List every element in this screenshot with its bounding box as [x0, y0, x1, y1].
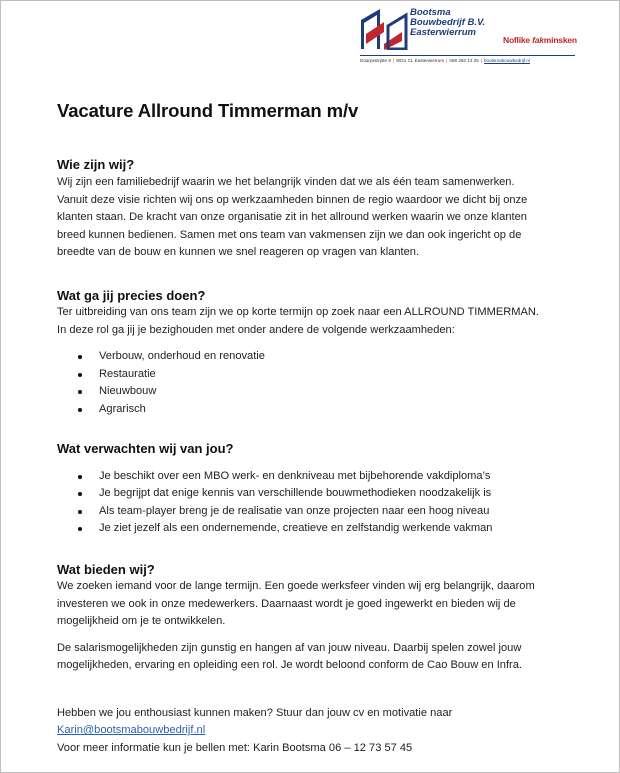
list-item: Nieuwbouw [57, 383, 577, 401]
company-name-line3: Easterwierrum [410, 27, 477, 38]
list-item: Verbouw, onderhoud en renovatie [57, 348, 577, 366]
section-heading-expect: Wat verwachten wij van jou? [57, 440, 234, 456]
letterhead [360, 6, 610, 68]
contact-line: Hebben we jou enthousiast kunnen maken? Stuur dan jouw cv en motivatie naar [57, 706, 453, 719]
paragraph-line: investeren we ook in onze medewerkers. Daarnaast wordt je goed ingewerkt en bieden wij de [57, 597, 516, 610]
paragraph-line: mogelijkheden, ervaring en opleiding een rol. Je wordt beloond conform de Cao Bouw en Infra. [57, 659, 522, 672]
separator: | [480, 58, 482, 63]
contact-email-line [57, 722, 577, 740]
address-street: Doarpsstrjitte 8 [360, 58, 391, 63]
paragraph-line: Vanuit deze visie richten wij ons op werkzaamheden binnen de regio waardoor we dicht bij onze [57, 193, 528, 206]
section-heading-what: Wat ga jij precies doen? [57, 287, 206, 303]
company-name-line2: Bouwbedrijf B.V. [410, 17, 486, 28]
company-name-line1: Bootsma [410, 7, 451, 18]
address-line [360, 58, 530, 63]
list-item: Je ziet jezelf als een ondernemende, creatieve en zelfstandig werkende vakman [57, 520, 577, 538]
paragraph-line: breed kunnen bedienen. Samen met ons team van vakmensen zijn we dan ook ingericht op de [57, 228, 522, 241]
company-logo-icon [360, 6, 408, 50]
slogan-prefix: Noflike [503, 35, 533, 45]
contact-phone-line: Voor meer informatie kun je bellen met: Karin Bootsma 06 – 12 73 57 45 [57, 742, 413, 755]
paragraph-line: De salarismogelijkheden zijn gunstig en hangen af van jouw niveau. Daarbij spelen zowel jouw [57, 641, 522, 654]
list-item: Restauratie [57, 366, 577, 384]
email-link[interactable]: Karin@bootsmabouwbedrijf.nl [57, 724, 206, 737]
section-body-offer [57, 578, 577, 631]
slogan-suffix: minsken [543, 35, 577, 45]
paragraph-line: In deze rol ga jij je bezighouden met onder andere de volgende werkzaamheden: [57, 323, 455, 336]
contact-block [57, 705, 577, 758]
separator: | [392, 58, 395, 63]
section-heading-who: Wie zijn wij? [57, 157, 135, 172]
section-body-offer-salary [57, 640, 577, 675]
task-list [57, 348, 577, 418]
section-heading-offer: Wat bieden wij? [57, 561, 155, 577]
paragraph-line: klanten staan. De kracht van onze organisatie zit in het allround werken waarin we onze klanten [57, 211, 527, 224]
slogan-emph: fak [532, 35, 544, 45]
paragraph-line: mogelijkheid om je te ontwikkelen. [57, 615, 226, 628]
section-body-what [57, 304, 577, 339]
list-item: Je begrijpt dat enige kennis van verschillende bouwmethodieken noodzakelijk is [57, 485, 577, 503]
company-name [410, 8, 485, 38]
paragraph-line: Wij zijn een familiebedrijf waarin we het belangrijk vinden dat we als één team samenwerken. [57, 176, 515, 188]
page-title: Vacature Allround Timmerman m/v [57, 100, 359, 121]
slogan [503, 35, 577, 45]
paragraph-line: We zoeken iemand voor de lange termijn. Een goede werksfeer vinden wij erg belangrijk, daarom [57, 579, 535, 592]
document-body [57, 100, 577, 758]
paragraph-line: Ter uitbreiding van ons team zijn we op korte termijn op zoek naar een ALLROUND TIMMERMAN. [57, 305, 539, 318]
list-item: Als team-player breng je de realisatie van onze projecten naar een hoog niveau [57, 503, 577, 521]
list-item: Agrarisch [57, 401, 577, 419]
paragraph-line: breedte van de bouw en kunnen we snel reageren op vragen van klanten. [57, 246, 420, 259]
address-divider [360, 55, 575, 56]
address-phone: 058 250 13 25 [449, 58, 479, 63]
website-link[interactable]: bootsmabouwbedrijf.nl [484, 58, 530, 63]
separator: | [446, 58, 448, 63]
section-body-who [57, 174, 577, 262]
requirement-list [57, 468, 577, 538]
address-postcode: 9021 CL Easterwierrum [396, 58, 445, 63]
list-item: Je beschikt over een MBO werk- en denkniveau met bijbehorende vakdiploma’s [57, 468, 577, 486]
